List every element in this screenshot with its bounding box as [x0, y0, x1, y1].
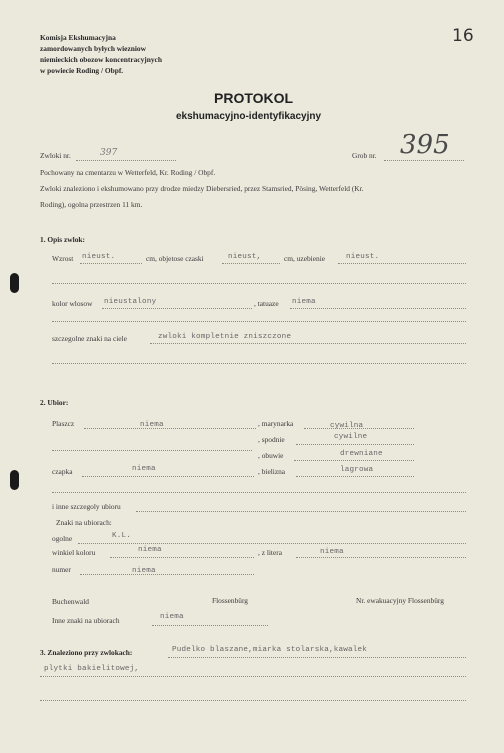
winkiel-line: [110, 557, 254, 558]
section-1-heading: 1. Opis zwlok:: [40, 235, 85, 244]
bielizna-line: [296, 476, 414, 477]
kolor-line: [102, 308, 252, 309]
wzrost-label: Wzrost: [52, 254, 74, 263]
spodnie-label: , spodnie: [258, 435, 285, 444]
ewakuacyjny-label: Nr. ewakuacyjny Flossenbürg: [356, 596, 444, 605]
inne-szczegoly-label: i inne szczegoly ubioru: [52, 502, 121, 511]
czapka-value: niema: [132, 465, 156, 473]
section-3-line-1: [168, 657, 466, 658]
ogolne-value: K.L.: [112, 532, 132, 540]
czapka-line: [82, 476, 254, 477]
punch-hole-bottom: [10, 470, 19, 490]
wzrost-value: nieust.: [82, 253, 116, 261]
plaszcz-line: [84, 428, 256, 429]
tatuaze-value: niema: [292, 298, 316, 306]
bielizna-value: lagrowa: [340, 466, 374, 474]
czaska-line: [222, 263, 280, 264]
znaki-label: Znaki na ubiorach:: [56, 518, 112, 527]
obuwie-label: , obuwie: [258, 451, 284, 460]
section-3-value-line-2: plytki bakielitowej,: [44, 665, 140, 673]
tatuaze-line: [290, 308, 466, 309]
grob-label: Grob nr.: [352, 151, 377, 160]
document-subtitle: ekshumacyjno-identyfikacyjny: [176, 111, 322, 122]
spodnie-line: [296, 444, 414, 445]
section-3-heading: 3. Znaleziono przy zwlokach:: [40, 648, 133, 657]
page-number: 16: [452, 26, 474, 46]
blank-line-1: [52, 283, 466, 284]
z-litera-value: niema: [320, 548, 344, 556]
buchenwald-label: Buchenwald: [52, 597, 89, 606]
tatuaze-label: , tatuaze: [254, 299, 279, 308]
pochowany-text: Pochowany na cmentarzu w Wetterfeld, Kr. Roding / Obpf.: [40, 168, 216, 177]
zwloki-label: Zwloki nr.: [40, 151, 71, 160]
blank-line-ubior: [52, 450, 252, 451]
numer-line: [80, 574, 254, 575]
section-3-line-3: [40, 700, 466, 701]
z-litera-label: , z litera: [258, 548, 283, 557]
marynarka-value: cywilna: [330, 422, 364, 430]
inne-znaki-label: Inne znaki na ubiorach: [52, 616, 120, 625]
blank-line-3: [52, 363, 466, 364]
section-2-heading: 2. Ubior:: [40, 398, 69, 407]
org-line-1: Komisja Ekshumacyjna: [40, 33, 116, 42]
szczegolne-line: [150, 343, 466, 344]
grob-value: 395: [400, 130, 450, 160]
numer-value: niema: [132, 567, 156, 575]
zwloki-line: [76, 160, 176, 161]
marynarka-label: , marynarka: [258, 419, 294, 428]
section-3-line-2: [40, 676, 466, 677]
szczegolne-label: szczegolne znaki na ciele: [52, 334, 127, 343]
ogolne-line: [78, 543, 466, 544]
numer-label: numer: [52, 565, 71, 574]
ogolne-label: ogolne: [52, 534, 73, 543]
plaszcz-label: Plaszcz: [52, 419, 75, 428]
punch-hole-top: [10, 273, 19, 293]
document-title: PROTOKOL: [214, 90, 294, 106]
kolor-value: nieustalony: [104, 298, 157, 306]
blank-line-2: [52, 321, 466, 322]
zwloki-value: 397: [100, 148, 118, 158]
szczegolne-value: zwloki kompletnie zniszczone: [158, 333, 292, 341]
znalezione-line-2: Roding), ogolna przestrzen 11 km.: [40, 200, 143, 209]
spodnie-value: cywilne: [334, 433, 368, 441]
org-line-4: w powiecie Roding / Obpf.: [40, 66, 124, 75]
uzebienie-line: [338, 263, 466, 264]
winkiel-value: niema: [138, 546, 162, 554]
obuwie-line: [294, 460, 414, 461]
inne-znaki-value: niema: [160, 613, 184, 621]
blank-line-4: [52, 492, 466, 493]
wzrost-line: [80, 263, 142, 264]
czapka-label: czapka: [52, 467, 73, 476]
winkiel-label: winkiel koloru: [52, 548, 96, 557]
znalezione-line-1: Zwloki znaleziono i ekshumowano przy drodze miedzy Diebersried, przez Stamsried, Pösing, Wetterfeld (Kr.: [40, 184, 364, 193]
inne-szczegoly-line: [136, 511, 466, 512]
flossenburg-label: Flossenbürg: [212, 596, 249, 605]
bielizna-label: , bielizna: [258, 467, 286, 476]
obuwie-value: drewniane: [340, 450, 383, 458]
org-line-2: zamordowanych byłych wiezniow: [40, 44, 146, 53]
uzebienie-value: nieust.: [346, 253, 380, 261]
kolor-label: kolor wlosow: [52, 299, 93, 308]
section-3-value-line-1: Pudelko blaszane,miarka stolarska,kawalek: [172, 646, 368, 654]
inne-znaki-line: [152, 625, 268, 626]
czaska-value: nieust,: [228, 253, 262, 261]
plaszcz-value: niema: [140, 421, 164, 429]
z-litera-line: [296, 557, 466, 558]
grob-line: [384, 160, 464, 161]
uzebienie-label: cm, uzebienie: [284, 254, 326, 263]
org-line-3: niemieckich obozow koncentracyjnych: [40, 55, 162, 64]
objetose-label: cm, objetose czaski: [146, 254, 204, 263]
